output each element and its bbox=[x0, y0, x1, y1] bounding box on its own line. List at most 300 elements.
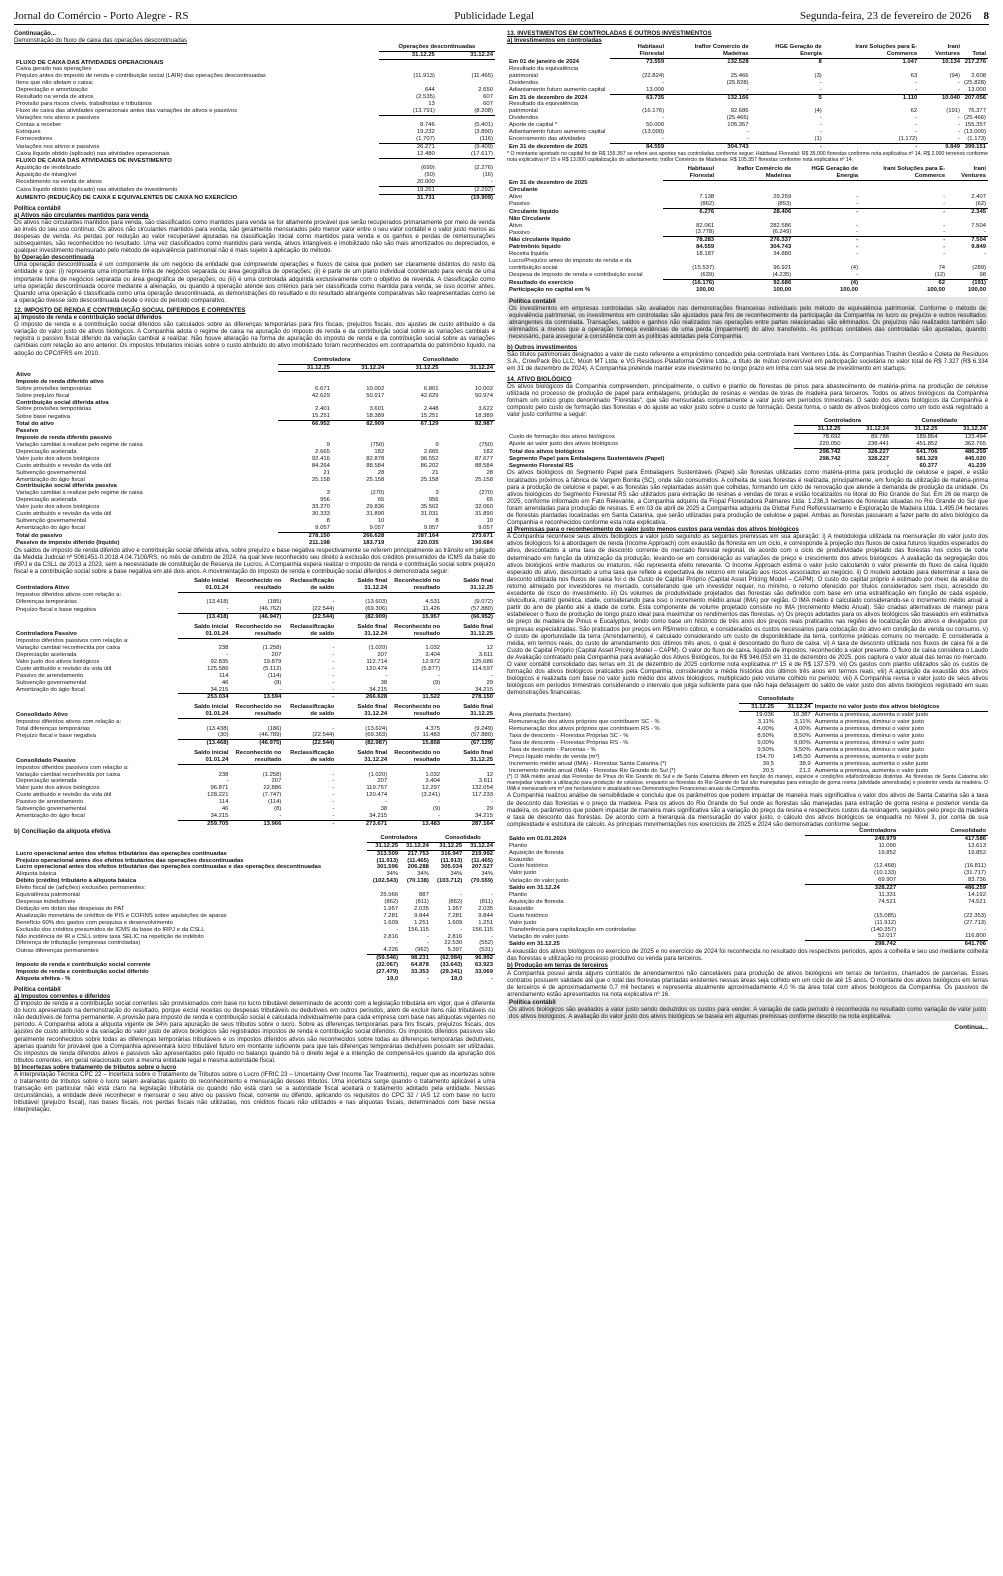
cell-value: 96.871 bbox=[210, 785, 229, 792]
table-row bbox=[14, 858, 495, 865]
cell-value: (4) bbox=[850, 264, 859, 271]
col-group-consolidado: Consolidado bbox=[739, 696, 812, 703]
cell-value: 62 bbox=[938, 279, 946, 286]
cell-value: 9,00% bbox=[757, 739, 775, 746]
cell-value: 253.034 bbox=[207, 694, 229, 701]
cell-value: - bbox=[958, 122, 961, 129]
row-label: Recebimento na venda de ativos bbox=[16, 179, 102, 186]
cell-value: 114 bbox=[219, 799, 229, 806]
cell-value: (853) bbox=[716, 201, 793, 208]
right-column bbox=[507, 27, 988, 1114]
row-label: Em 31 de dezembro de 2024 bbox=[509, 94, 588, 101]
cell-value: 9 bbox=[326, 441, 330, 448]
cell-value bbox=[332, 428, 386, 435]
cell-value: 34% bbox=[417, 871, 429, 878]
policy-a-heading: a) Ativos não circulantes mantidos para venda bbox=[14, 211, 149, 219]
row-label: Taxa de desconto - Parcerias - % bbox=[509, 746, 596, 753]
cell-value: 86.202 bbox=[420, 462, 439, 469]
cell-value: 114.597 bbox=[472, 665, 493, 672]
cell-value: 64.878 bbox=[410, 962, 429, 969]
premises-table bbox=[507, 696, 988, 774]
cell-value: (11.913) bbox=[440, 857, 463, 864]
cell-value: 190.684 bbox=[471, 539, 493, 546]
cell-value: 2.401 bbox=[315, 406, 330, 413]
cell-value: 220.035 bbox=[417, 539, 439, 546]
cell-value: (11.465) bbox=[407, 857, 429, 864]
cell-value bbox=[332, 372, 386, 379]
row-label: Sobre prejuízo fiscal bbox=[16, 392, 70, 399]
cell-value: (13.438) bbox=[206, 725, 229, 732]
cell-value: 74.521 bbox=[878, 898, 897, 905]
cell-value bbox=[278, 428, 332, 435]
cell-value: 9.844 bbox=[414, 912, 429, 919]
cell-value: (1.172) bbox=[824, 136, 920, 143]
cell-value: 155.357 bbox=[964, 122, 986, 129]
cell-value: 100,00 bbox=[840, 286, 859, 293]
cell-value: 82.061 bbox=[696, 222, 715, 229]
cell-value bbox=[898, 857, 988, 864]
table-row bbox=[507, 216, 988, 223]
cell-value: 123.494 bbox=[964, 433, 986, 440]
table-row bbox=[14, 820, 495, 827]
cell-value: - bbox=[230, 813, 283, 820]
row-label: Área plantada (hectare) bbox=[509, 712, 571, 719]
table-row bbox=[507, 927, 988, 934]
cell-value: 2.650 bbox=[478, 87, 493, 94]
table-row bbox=[507, 885, 988, 892]
cell-value: 3.611 bbox=[478, 778, 493, 785]
table-row bbox=[14, 687, 495, 694]
cell-value: 956 bbox=[320, 497, 330, 504]
cell-value: 98 bbox=[947, 272, 988, 279]
table-row bbox=[507, 129, 988, 136]
cell-value: 217.753 bbox=[407, 850, 429, 857]
table-row bbox=[507, 726, 988, 733]
cell-value: 8,50% bbox=[757, 732, 775, 739]
cell-value: 78.283 bbox=[696, 237, 715, 244]
cell-value: 98.231 bbox=[410, 955, 429, 962]
column-header: Reclassificação de saldo bbox=[283, 624, 336, 638]
table-row bbox=[14, 483, 495, 490]
cell-value bbox=[441, 483, 495, 490]
prem-col: Impacto no valor justo dos ativos biológicos bbox=[813, 704, 988, 712]
cell-value: - bbox=[491, 672, 493, 679]
cell-value: (1.020) bbox=[368, 645, 388, 652]
column-header: Irani Ventures bbox=[919, 44, 962, 58]
column-header: Saldo final 31.12.25 bbox=[442, 578, 495, 592]
cell-value bbox=[437, 60, 495, 67]
cell-value: 1.032 bbox=[425, 771, 441, 778]
cell-value: 67.129 bbox=[420, 421, 439, 428]
cell-value: - bbox=[915, 143, 918, 150]
cell-value: 278.150 bbox=[308, 532, 330, 539]
cell-value: - bbox=[460, 892, 463, 899]
movement-title: Controladora Ativo bbox=[16, 585, 70, 592]
cell-value bbox=[437, 158, 495, 165]
row-label: Total diferenças temporárias bbox=[16, 725, 90, 732]
cell-value: Aumenta a premissa, diminui o valor justo bbox=[814, 719, 925, 726]
cell-value: 8 bbox=[326, 517, 330, 524]
cell-value: (191) bbox=[946, 108, 961, 115]
table-row bbox=[14, 778, 495, 785]
table-row bbox=[14, 599, 495, 606]
cell-value: 76.377 bbox=[967, 108, 986, 115]
cell-value: - bbox=[332, 792, 335, 799]
cell-value: (22.353) bbox=[964, 912, 986, 919]
policy14-heading: Política contábil bbox=[509, 998, 556, 1006]
cell-value: - bbox=[793, 201, 860, 208]
table-row bbox=[507, 768, 988, 775]
row-label: Custo atribuído e revisão da vida útil bbox=[16, 511, 112, 518]
cell-value: (22.544) bbox=[312, 740, 335, 747]
cell-value: (25.466) bbox=[726, 115, 749, 122]
row-label: Encerramento das atividades bbox=[509, 136, 586, 143]
cell-value: 26.271 bbox=[416, 143, 435, 150]
cell-value: 33.270 bbox=[311, 504, 330, 511]
cell-value: 125.586 bbox=[207, 665, 229, 672]
table-row bbox=[14, 885, 495, 892]
row-label: Caixa gerado nas operações bbox=[16, 66, 92, 73]
cell-value: 89.786 bbox=[870, 433, 890, 440]
cell-value: - bbox=[947, 229, 988, 236]
cell-value: 305.034 bbox=[440, 864, 463, 871]
cell-value: Aumenta a premissa, diminui o valor justo bbox=[814, 739, 925, 746]
column-header: Iraflor Comércio de Madeiras bbox=[666, 44, 750, 58]
table-row bbox=[14, 806, 495, 813]
col-group-consolidado: Consolidado bbox=[891, 418, 988, 425]
cell-value: 92.835 bbox=[210, 658, 229, 665]
cell-value: 207 bbox=[271, 652, 282, 658]
cell-value: - bbox=[958, 115, 961, 122]
row-label: Depreciação acelerada bbox=[16, 497, 77, 504]
cell-value: (25.828) bbox=[964, 79, 986, 86]
cell-value: (3.890) bbox=[474, 129, 493, 136]
bal-body bbox=[507, 180, 988, 294]
cell-value: (25.466) bbox=[964, 115, 986, 122]
cell-value bbox=[716, 180, 793, 187]
prem-col: 31.12.25 bbox=[739, 704, 776, 712]
table-row bbox=[14, 194, 495, 201]
row-label bbox=[14, 740, 178, 747]
cell-value: - bbox=[943, 193, 946, 200]
row-label: Passivo bbox=[509, 201, 530, 208]
cell-value: 87.677 bbox=[474, 455, 493, 462]
cell-value: 10.134 bbox=[941, 59, 961, 65]
row-label: Sobre provisões temporárias bbox=[16, 406, 92, 413]
table-row bbox=[14, 969, 495, 976]
cell-value: 7.138 bbox=[699, 193, 715, 200]
cell-value bbox=[386, 428, 440, 435]
column-header: Saldo final 31.12.25 bbox=[442, 624, 495, 638]
cell-value: 33.069 bbox=[474, 969, 493, 976]
table-row bbox=[507, 754, 988, 761]
row-label: Variações nos ativos e passivos bbox=[16, 143, 100, 150]
deferred-tax-table bbox=[14, 357, 495, 547]
cell-value: 6.671 bbox=[315, 385, 330, 392]
cell-value bbox=[805, 857, 898, 864]
cell-value bbox=[379, 158, 437, 165]
cell-value: 92.686 bbox=[773, 279, 792, 286]
row-label: Passivo bbox=[509, 229, 530, 236]
left-column bbox=[14, 27, 495, 1114]
cell-value: 25.966 bbox=[380, 892, 399, 899]
cell-value: 1.957 bbox=[383, 905, 399, 912]
policy2-b-text: A Interpretação Técnica CPC 22 – Incerteza sobre o Tratamento de Tributos sobre o Lucro (IFRIC 23 – Uncertainty Over Income Tax Treatments), requer que as incertezas sobre o tratamento de tributos sobre o lucro sejam avaliadas quanto do reconhecimento e mensuração desses tributos. Uma incerteza surge quando o tratamento aplicável a uma transação em particular não está claro na legislação tributária ou quando não está claro se a autoridade fiscal aceitará o tratamento adotado pela entidade. Nessas circunstâncias, a entidade deve reconhecer e mensurar o seu ativo ou passivo fiscal, corrente ou diferido, aplicando os requisitos do CPC 32 / IAS 12 com base no lucro tributável (prejuízo fiscal), nas bases fiscais, nos perdas fiscais não utilizadas, nos créditos fiscais não utilizados e nas alíquotas fiscais, determinados com base nessa interpretação. bbox=[14, 1071, 495, 1114]
cell-value: 9.057 bbox=[332, 525, 386, 532]
cell-value: 25.158 bbox=[474, 476, 493, 483]
cell-value: - bbox=[332, 694, 335, 701]
table-row bbox=[14, 60, 495, 67]
cell-value: - bbox=[460, 926, 463, 933]
cell-value: - bbox=[389, 687, 442, 694]
policy14-text: Os ativos biológicos são avaliados a valor justo sendo deduzidos os custos para vender. A variação de cada período é reconhecida no resultado como variação de valor justo dos ativos biológicos. A avaliação do valor justo dos ativos biológicos se baseia em algumas premissas conforme descrito na nota explicativa. bbox=[509, 1006, 986, 1021]
cell-value: 30.333 bbox=[311, 511, 330, 518]
cell-value: (13.603) bbox=[365, 599, 388, 606]
eff-col: 31.12.25 bbox=[367, 842, 400, 850]
cell-value: (1.258) bbox=[262, 771, 282, 778]
section-14-text2: Os ativos biológicos do Segmento Papel para Embalagens Sustentáveis (Papel) são florestas utilizadas como matéria-prima para produção de celulose e papel, e estão localizados próximos à fábrica de Vargem Bonita (SC), onde são consumidos. A colheita de suas florestas é realizada, principalmente, em função da utilização de matéria-prima para a produção de celulose e papel, e as florestas são replantadas assim que colhidas, formando um ciclo de renovação que atende à demanda de produção da unidade. Os ativos biológicos do Segmento Florestal RS são utilizados para extração de resinas e vendas de toras e estão localizados no litoral do Rio Grande do Sul. Em 26 de março de 2025, conforme informado em Fato Relevante, a Companhia adquiriu da Fiopal Florestadora Palmares Ltda. 1.236,3 hectares de florestas situadas no Rio Grande do Sul que foram arrendadas para produção de resinas. E em 03 de abril de 2025 a Companhia adquiriu da Global Fund Reflorestamento e Exploração de Madeira Ltda. 1.495,04 hectares de florestas plantadas localizadas em Santa Catarina, que serão utilizadas para produção de celulose e papel. Ambas as florestas passaram a fazer parte do ativo biológico da Companhia e reconhecidos conforme esta nota explicativa. bbox=[507, 469, 988, 527]
row-label: Custo histórico bbox=[509, 863, 548, 870]
table-row bbox=[507, 94, 988, 101]
section-13b-title: b) Outros investimentos bbox=[507, 344, 578, 352]
inv-body bbox=[507, 59, 988, 151]
cell-value bbox=[278, 372, 332, 379]
prem-body bbox=[507, 712, 988, 775]
section-12a-title: a) Imposto de renda e contribuição social diferidos bbox=[14, 314, 162, 322]
cell-value: 100,00 bbox=[696, 286, 715, 293]
movement-table bbox=[14, 704, 495, 747]
table-row bbox=[14, 413, 495, 420]
cell-value bbox=[716, 216, 793, 223]
row-label: Custo atribuído e revisão da vida útil bbox=[16, 792, 112, 799]
cell-value: (8) bbox=[274, 806, 282, 813]
row-label: Variação cambial reconhecida por caixa bbox=[16, 645, 121, 652]
row-label: Amortização do ágio fiscal bbox=[16, 476, 85, 483]
row-label bbox=[14, 613, 178, 620]
table-row bbox=[507, 258, 988, 272]
cell-value: (1.173) bbox=[962, 136, 988, 143]
cell-value: (699) bbox=[421, 165, 435, 172]
cell-value: 66.952 bbox=[311, 421, 330, 428]
table-row bbox=[14, 719, 495, 726]
cell-value: (962) bbox=[400, 947, 431, 954]
row-label: Em 31 de dezembro de 2025 bbox=[509, 143, 588, 150]
cell-value: 39,5 bbox=[762, 760, 775, 767]
cell-value bbox=[178, 765, 231, 772]
cell-value: (750) bbox=[479, 441, 493, 448]
row-label: Circulante bbox=[509, 187, 538, 193]
cell-value: 298.742 bbox=[874, 941, 897, 948]
newspaper-name: Jornal do Comércio - Porto Alegre - RS bbox=[14, 10, 189, 22]
cell-value: (2.535) bbox=[416, 94, 435, 101]
column-header: Total bbox=[962, 44, 988, 58]
table-row bbox=[14, 592, 495, 599]
cell-value: 34.215 bbox=[178, 687, 231, 694]
cell-value: (22.824) bbox=[642, 72, 665, 79]
cell-value: 20,5 bbox=[762, 767, 775, 774]
section-13b-text: São títulos patrimoniais designados a valor de custo referente a empréstimo concedido pela controlada Irani Ventures Ltda. às Companhias Trashin Gestão e Coleta de Resíduos S.A., CrowPack Bio LLC, Mush MT Ltda. e VG Resíduos Plataforma Online Ltda., a título de mútuo conversível em participação societária no valor total de R$ 7.327 (R$ 6.334 em 31 de dezembro de 2024). A Companhia pretende manter este investimento no longo prazo em linha com sua tese de investimento em startups. bbox=[507, 351, 988, 373]
cell-value: - bbox=[819, 122, 822, 129]
cell-value: 641.706 bbox=[916, 448, 938, 455]
table-row bbox=[507, 933, 988, 940]
cell-value: 33.353 bbox=[410, 969, 429, 976]
cell-value: 313.509 bbox=[376, 850, 399, 857]
cell-value: 238 bbox=[218, 645, 229, 652]
cell-value: - bbox=[332, 599, 335, 606]
cell-value: 22.530 bbox=[444, 940, 463, 947]
cell-value bbox=[431, 885, 464, 892]
cell-value: (70.138) bbox=[406, 878, 429, 885]
table-row bbox=[507, 187, 988, 194]
cell-value: - bbox=[819, 79, 822, 86]
table-row bbox=[507, 272, 988, 279]
cell-value: 220.050 bbox=[794, 441, 842, 448]
row-label: Variação do valor justo bbox=[509, 933, 569, 940]
cell-value: 207.527 bbox=[471, 864, 493, 871]
cell-value: (289) bbox=[972, 264, 986, 271]
cell-value: - bbox=[283, 687, 336, 694]
cell-value: 328.227 bbox=[867, 455, 890, 462]
def-body bbox=[14, 372, 495, 547]
cell-value: 19.232 bbox=[416, 129, 435, 136]
cell-value: (13.624) bbox=[365, 725, 388, 732]
cell-value: 34.880 bbox=[773, 251, 792, 258]
def-col: 31.12.25 bbox=[278, 364, 332, 372]
row-label: Alíquota efetiva - % bbox=[16, 975, 71, 982]
cell-value: 9.057 bbox=[278, 525, 332, 532]
row-label: Exclusão dos créditos presumidos de ICMS da base do IRPJ e da CSLL bbox=[16, 926, 205, 933]
table-row bbox=[507, 66, 988, 80]
cell-value: 12.297 bbox=[422, 785, 441, 792]
cell-value: 15.251 bbox=[386, 413, 440, 420]
cell-value: 641.706 bbox=[964, 941, 986, 948]
cell-value: - bbox=[958, 79, 961, 86]
row-label: Dividendos bbox=[509, 79, 539, 86]
row-label: Participação no capital em % bbox=[509, 286, 591, 293]
row-label: Despesas indedutíveis bbox=[16, 899, 76, 905]
table-row bbox=[14, 136, 495, 143]
row-label: Segmento Florestal RS bbox=[509, 462, 574, 469]
cell-value: 207 bbox=[271, 778, 282, 785]
cell-value: 34.215 bbox=[442, 687, 495, 694]
cell-value: - bbox=[919, 136, 962, 143]
cell-value: (1.020) bbox=[368, 771, 388, 778]
table-row bbox=[507, 194, 988, 201]
dfc-table bbox=[14, 44, 495, 201]
cell-value: - bbox=[283, 813, 336, 820]
cell-value: - bbox=[332, 725, 335, 732]
table-row bbox=[14, 913, 495, 920]
cell-value bbox=[332, 435, 386, 442]
cell-value: 644 bbox=[425, 87, 435, 94]
cell-value: 7.281 bbox=[447, 912, 463, 919]
cell-value bbox=[379, 115, 437, 122]
cell-value: 9.844 bbox=[478, 912, 493, 919]
cell-value: 100,00 bbox=[773, 286, 792, 293]
cell-value: - bbox=[919, 87, 962, 94]
row-label: Passivo de imposto diferido (líquido) bbox=[16, 539, 120, 546]
cell-value: 74 bbox=[938, 264, 946, 271]
cell-value: 1.032 bbox=[425, 645, 441, 652]
cell-value: 117.233 bbox=[472, 792, 493, 799]
row-label: Depreciação acelerada bbox=[16, 652, 77, 658]
cell-value: (11.913) bbox=[413, 73, 435, 80]
cell-value: 189.854 bbox=[916, 433, 938, 440]
cell-value: (5.112) bbox=[263, 665, 282, 672]
cell-value: (103.712) bbox=[437, 878, 463, 885]
cell-value: 9 bbox=[435, 441, 439, 448]
cell-value bbox=[367, 885, 400, 892]
table-row bbox=[507, 761, 988, 768]
cell-value: - bbox=[389, 813, 442, 820]
row-label: Contribuição social diferida passiva bbox=[16, 483, 117, 490]
cell-value bbox=[230, 765, 283, 772]
row-label: Valor justo dos ativos biológicos bbox=[16, 504, 100, 511]
cell-value: (13.000) bbox=[964, 129, 986, 136]
table-row bbox=[14, 666, 495, 673]
cell-value: 1.110 bbox=[902, 94, 918, 101]
cell-value: 207 bbox=[377, 778, 388, 785]
subsidiary-balance-table bbox=[507, 166, 988, 294]
column-header: Saldo final 31.12.24 bbox=[336, 704, 389, 718]
row-label: Impostos diferidos ativos com relação a: bbox=[16, 592, 122, 599]
cell-value: - bbox=[666, 87, 750, 94]
table-row bbox=[14, 115, 495, 122]
table-row bbox=[507, 229, 988, 236]
table-row bbox=[14, 406, 495, 413]
cell-value: 15.251 bbox=[278, 413, 332, 420]
cell-value: - bbox=[426, 975, 429, 982]
cell-value: (2.292) bbox=[437, 186, 495, 194]
cell-value: - bbox=[943, 237, 946, 244]
row-label: Valor justo bbox=[509, 870, 537, 877]
cell-value: 276.337 bbox=[769, 237, 792, 244]
row-label: Valor justo dos ativos biológicos bbox=[16, 785, 100, 792]
bio-col: 31.12.24 bbox=[939, 426, 988, 434]
cell-value: 35.502 bbox=[420, 504, 439, 511]
cell-value: 238.441 bbox=[843, 441, 891, 448]
cell-value: 4,00% bbox=[757, 726, 775, 733]
cell-value bbox=[278, 379, 332, 386]
table-row bbox=[14, 379, 495, 386]
table-row bbox=[507, 208, 988, 215]
cell-value: (70.559) bbox=[471, 878, 493, 885]
cell-value: - bbox=[385, 799, 388, 806]
policy-heading: Política contábil bbox=[14, 204, 61, 212]
deferred-tax-text: Os saldos de imposto de renda diferido ativo e contribuição social diferida ativa, sobre prejuízo e base negativa respectivamente se referem principalmente ao trânsito em julgado da Medida Judicial nº 5061451-0.2018.4.04.7100/RS, no mês de outubro de 2024, na qual teve reconhecido seu direito à exclusão dos créditos presumidos de ICMS da base do IRPJ e da CSLL de 2013 a 2023, sem a necessidade de constituição de Reserva de Lucros. A Companhia espera realizar o imposto de renda e contribuição social sobre prejuízo fiscal e a contribuição social sobre a base negativa em até dois anos. A movimentação do imposto de renda e contribuição social diferidos é demonstrada seguir: bbox=[14, 546, 495, 575]
row-label: Sobre base negativa bbox=[16, 413, 71, 420]
movement-title: Controladora Passivo bbox=[16, 631, 77, 638]
cell-value: 3 bbox=[435, 490, 439, 497]
table-row bbox=[507, 941, 988, 948]
cell-value: 156.115 bbox=[408, 926, 429, 933]
cell-value: 20.000 bbox=[379, 179, 437, 186]
cell-value: 9,50% bbox=[794, 746, 811, 753]
cell-value: (3.778) bbox=[663, 229, 716, 236]
cell-value: - bbox=[332, 679, 335, 686]
cell-value: 2.448 bbox=[423, 406, 439, 413]
policy-b-heading: b) Operação descontinuada bbox=[14, 254, 95, 262]
cell-value: 3.601 bbox=[369, 406, 385, 413]
cell-value: - bbox=[666, 136, 750, 143]
cell-value: 63.923 bbox=[474, 962, 493, 969]
cell-value: 10.002 bbox=[366, 385, 385, 392]
table-row bbox=[507, 279, 988, 286]
table-row bbox=[14, 785, 495, 792]
cell-value: (270) bbox=[370, 490, 385, 497]
cell-value: 13.483 bbox=[422, 820, 441, 827]
cell-value: 266.628 bbox=[362, 532, 385, 539]
